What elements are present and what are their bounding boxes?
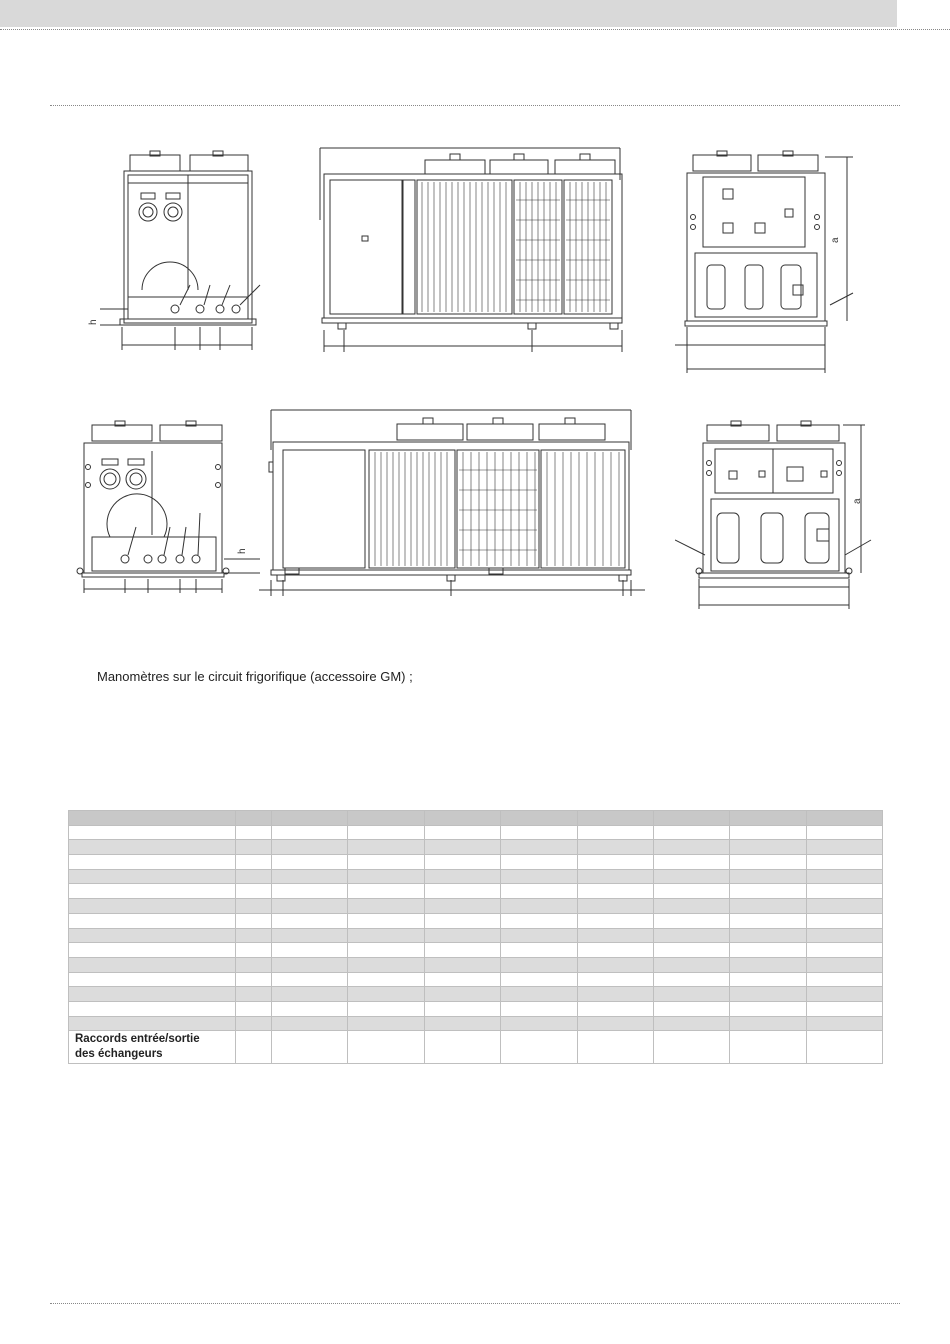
drawing-end-view-left-1 — [80, 145, 280, 360]
dim-a-label-2: a — [852, 498, 863, 504]
table-row — [69, 869, 883, 884]
table-row — [69, 855, 883, 870]
drawing-side-view-2 — [255, 400, 650, 605]
table-row — [69, 899, 883, 914]
connections-label-line1: Raccords entrée/sortie — [75, 1033, 200, 1046]
specifications-table — [68, 810, 883, 1064]
section-divider — [50, 105, 900, 106]
table-row-connections — [69, 1031, 883, 1064]
drawing-end-view-right-2 — [675, 415, 875, 615]
table-row — [69, 840, 883, 855]
footer-divider — [50, 1303, 900, 1304]
dim-h-label-2: h — [237, 548, 248, 554]
table-row — [69, 928, 883, 943]
header-bar — [0, 0, 897, 27]
drawing-side-view-1 — [310, 140, 640, 360]
dim-h-label-1: h — [88, 319, 99, 325]
table-row — [69, 957, 883, 972]
connections-label-line2: des échangeurs — [75, 1048, 163, 1061]
drawing-end-view-right-1 — [665, 145, 865, 375]
header-divider — [0, 29, 950, 30]
drawing-end-view-left-2 — [70, 415, 270, 600]
gauge-accessory-note: Manomètres sur le circuit frigorifique (accessoire GM) ; — [97, 669, 413, 684]
table-row — [69, 987, 883, 1002]
table-row — [69, 1001, 883, 1016]
table-row — [69, 884, 883, 899]
table-row — [69, 825, 883, 840]
table-row — [69, 913, 883, 928]
table-row — [69, 1016, 883, 1031]
dim-a-label-1: a — [830, 237, 841, 243]
connections-row-label — [69, 1031, 236, 1064]
table-row — [69, 943, 883, 958]
table-row — [69, 972, 883, 987]
table-header-row — [69, 811, 883, 826]
